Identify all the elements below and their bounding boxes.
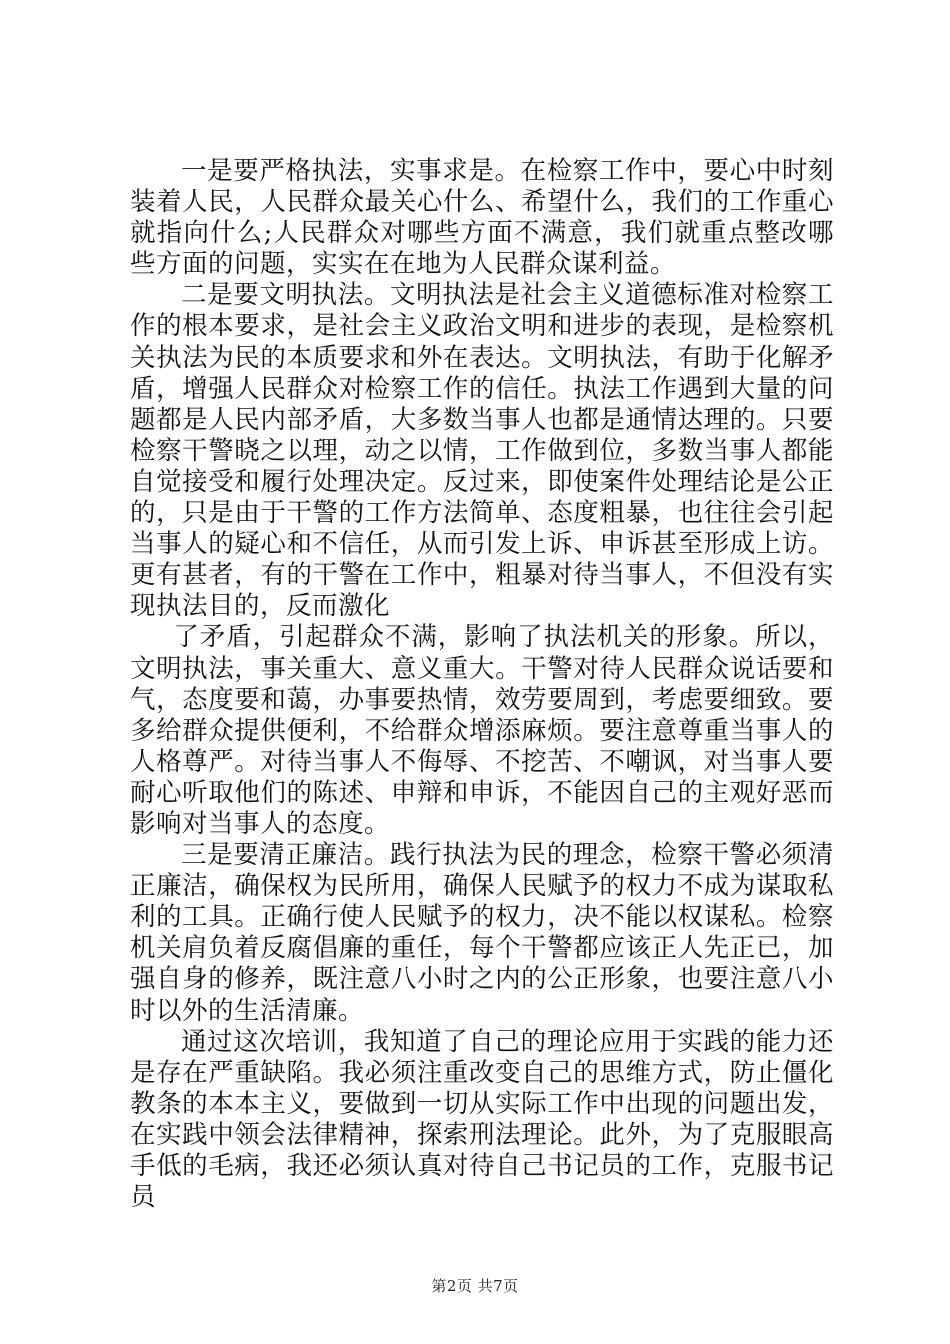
paragraph-training-reflection: 通过这次培训，我知道了自己的理论应用于实践的能力还是存在严重缺陷。我必须注重改变自己的思维方式，防止僵化教条的本本主义，要做到一切从实际工作中出现的问题出发，在实践中领会法律精神，探索刑法理论。此外，为了克服眼高手低的毛病，我还必须认真对待自己书记员的工作，克服书记员	[130, 1026, 834, 1213]
paragraph-integrity: 三是要清正廉洁。践行执法为民的理念，检察干警必须清正廉洁，确保权为民所用，确保人民赋予的权力不成为谋取私利的工具。正确行使人民赋予的权力，决不能以权谋私。检察机关肩负着反腐倡廉的重任，每个干警都应该正人先正已，加强自身的修养，既注意八小时之内的公正形象，也要注意八小时以外的生活清廉。	[130, 840, 834, 1026]
paragraph-civilized-enforcement: 二是要文明执法。文明执法是社会主义道德标准对检察工作的根本要求，是社会主义政治文明和进步的表现，是检察机关执法为民的本质要求和外在表达。文明执法，有助于化解矛盾，增强人民群众对检察工作的信任。执法工作遇到大量的问题都是人民内部矛盾，大多数当事人也都是通情达理的。只要检察干警晓之以理，动之以情，工作做到位，多数当事人都能自觉接受和履行处理决定。反过来，即使案件处理结论是公正的，只是由于干警的工作方法简单、态度粗暴，也往往会引起当事人的疑心和不信任，从而引发上诉、申诉甚至形成上访。更有甚者，有的干警在工作中，粗暴对待当事人，不但没有实现执法目的，反而激化	[130, 280, 834, 622]
document-body	[130, 156, 834, 1213]
paragraph-civilized-enforcement-continued: 了矛盾，引起群众不满，影响了执法机关的形象。所以，文明执法，事关重大、意义重大。干警对待人民群众说话要和气，态度要和蔼，办事要热情，效劳要周到，考虑要细致。要多给群众提供便利，不给群众增添麻烦。要注意尊重当事人的人格尊严。对待当事人不侮辱、不挖苦、不嘲讽，对当事人要耐心听取他们的陈述、申辩和申诉，不能因自己的主观好恶而影响对当事人的态度。	[130, 622, 834, 839]
page-number-footer: 第2页 共7页	[431, 1277, 519, 1295]
paragraph-strict-enforcement: 一是要严格执法，实事求是。在检察工作中，要心中时刻装着人民，人民群众最关心什么、希望什么，我们的工作重心就指向什么;人民群众对哪些方面不满意，我们就重点整改哪些方面的问题，实实在在地为人民群众谋利益。	[130, 156, 834, 280]
